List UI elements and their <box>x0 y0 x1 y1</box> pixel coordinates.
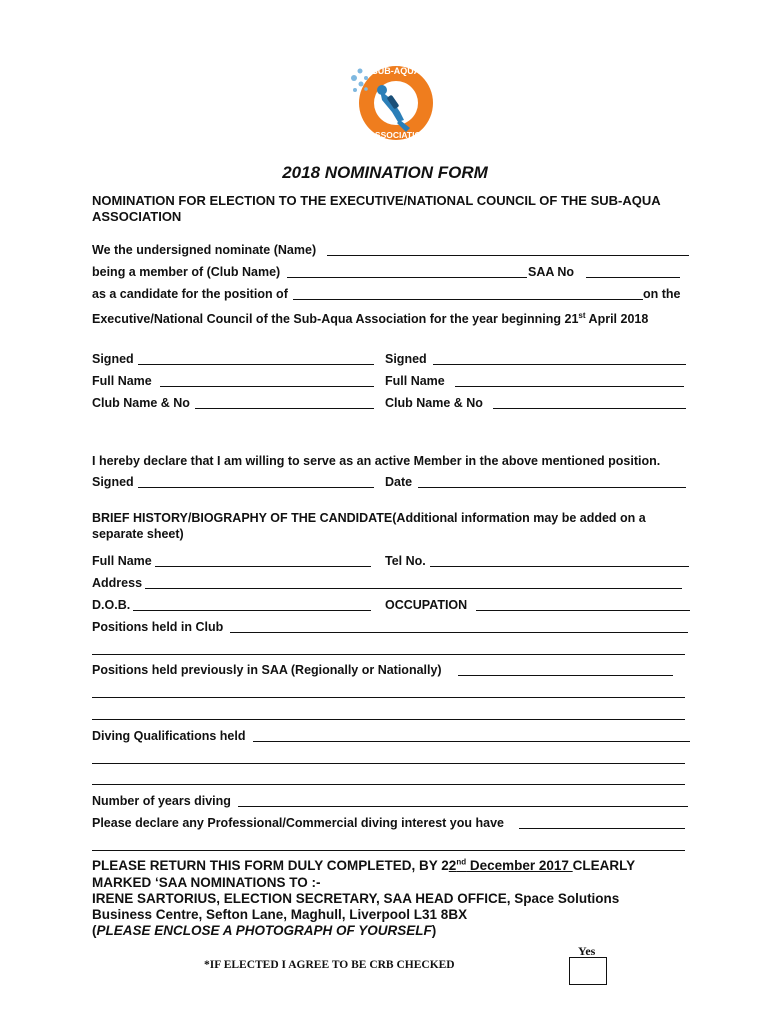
club-name-no-field-1[interactable] <box>195 408 374 409</box>
return-notice-line3: IRENE SARTORIUS, ELECTION SECRETARY, SAA HEAD OFFICE, Space Solutions <box>92 891 620 906</box>
professional-interest-field[interactable] <box>519 828 685 829</box>
professional-interest-field-extra[interactable] <box>92 850 685 851</box>
positions-club-label: Positions held in Club <box>92 620 224 634</box>
diving-quals-field[interactable] <box>253 741 690 742</box>
signed-label-2: Signed <box>385 352 427 366</box>
positions-club-field[interactable] <box>230 632 688 633</box>
full-name-label-1: Full Name <box>92 374 152 388</box>
diving-quals-field-extra-1[interactable] <box>92 763 685 764</box>
years-diving-field[interactable] <box>238 806 688 807</box>
tel-no-field[interactable] <box>430 566 689 567</box>
full-name-label-2: Full Name <box>385 374 445 388</box>
svg-text:ASSOCIATION: ASSOCIATION <box>368 130 428 140</box>
positions-saa-field[interactable] <box>458 675 673 676</box>
address-label: Address <box>92 576 143 590</box>
declaration-text: I hereby declare that I am willing to serve as an active Member in the above mentioned position. <box>92 454 661 468</box>
dob-label: D.O.B. <box>92 598 131 612</box>
bio-full-name-label: Full Name <box>92 554 152 568</box>
years-diving-label: Number of years diving <box>92 794 231 808</box>
declaration-date-field[interactable] <box>418 487 686 488</box>
diving-quals-label: Diving Qualifications held <box>92 729 246 743</box>
address-field[interactable] <box>145 588 682 589</box>
saa-no-field[interactable] <box>586 277 680 278</box>
full-name-field-1[interactable] <box>160 386 374 387</box>
return-notice-line5: (PLEASE ENCLOSE A PHOTOGRAPH OF YOURSELF) <box>92 923 437 938</box>
crb-statement: *IF ELECTED I AGREE TO BE CRB CHECKED <box>204 959 455 971</box>
positions-saa-label: Positions held previously in SAA (Regionally or Nationally) <box>92 663 442 677</box>
crb-yes-label: Yes <box>578 944 596 958</box>
tel-no-label: Tel No. <box>385 554 426 568</box>
dob-field[interactable] <box>133 610 371 611</box>
club-name-field[interactable] <box>287 277 527 278</box>
return-notice-line4: Business Centre, Sefton Lane, Maghull, Liverpool L31 8BX <box>92 907 468 922</box>
form-title: 2018 NOMINATION FORM <box>282 163 488 182</box>
club-name-no-field-2[interactable] <box>493 408 686 409</box>
signed-field-2[interactable] <box>433 364 686 365</box>
club-name-no-label-2: Club Name & No <box>385 396 483 410</box>
signed-label-1: Signed <box>92 352 134 366</box>
on-the-label: on the <box>643 287 681 301</box>
full-name-field-2[interactable] <box>455 386 684 387</box>
club-name-no-label-1: Club Name & No <box>92 396 190 410</box>
return-notice-line1: PLEASE RETURN THIS FORM DULY COMPLETED, BY 22nd December 2017 CLEARLY <box>92 857 636 873</box>
declaration-signed-label: Signed <box>92 475 134 489</box>
crb-yes-checkbox[interactable] <box>569 957 607 985</box>
return-notice-line2: MARKED ‘SAA NOMINATIONS TO :- <box>92 875 321 890</box>
nominate-name-field[interactable] <box>327 255 689 256</box>
signed-field-1[interactable] <box>138 364 374 365</box>
occupation-field[interactable] <box>476 610 690 611</box>
form-heading: NOMINATION FOR ELECTION TO THE EXECUTIVE/NATIONAL COUNCIL OF THE SUB-AQUA ASSOCIATION <box>92 193 661 224</box>
position-label: as a candidate for the position of <box>92 287 288 301</box>
positions-saa-field-extra-2[interactable] <box>92 719 685 720</box>
bio-full-name-field[interactable] <box>155 566 371 567</box>
biography-heading: BRIEF HISTORY/BIOGRAPHY OF THE CANDIDATE(Additional information may be added on a separate sheet) <box>92 511 646 541</box>
council-year-text: Executive/National Council of the Sub-Aqua Association for the year beginning 21st April 2018 <box>92 310 649 326</box>
position-field[interactable] <box>293 299 643 300</box>
occupation-label: OCCUPATION <box>385 598 468 612</box>
diving-quals-field-extra-2[interactable] <box>92 784 685 785</box>
declaration-date-label: Date <box>385 475 413 489</box>
professional-interest-label: Please declare any Professional/Commercial diving interest you have <box>92 816 504 830</box>
sub-aqua-logo <box>340 60 440 150</box>
saa-no-label: SAA No <box>528 265 575 279</box>
svg-text:SUB-AQUA: SUB-AQUA <box>371 66 421 76</box>
club-name-label: being a member of (Club Name) <box>92 265 281 279</box>
declaration-signed-field[interactable] <box>138 487 374 488</box>
nominate-name-label: We the undersigned nominate (Name) <box>92 243 317 257</box>
positions-saa-field-extra-1[interactable] <box>92 697 685 698</box>
positions-club-field-extra[interactable] <box>92 654 685 655</box>
